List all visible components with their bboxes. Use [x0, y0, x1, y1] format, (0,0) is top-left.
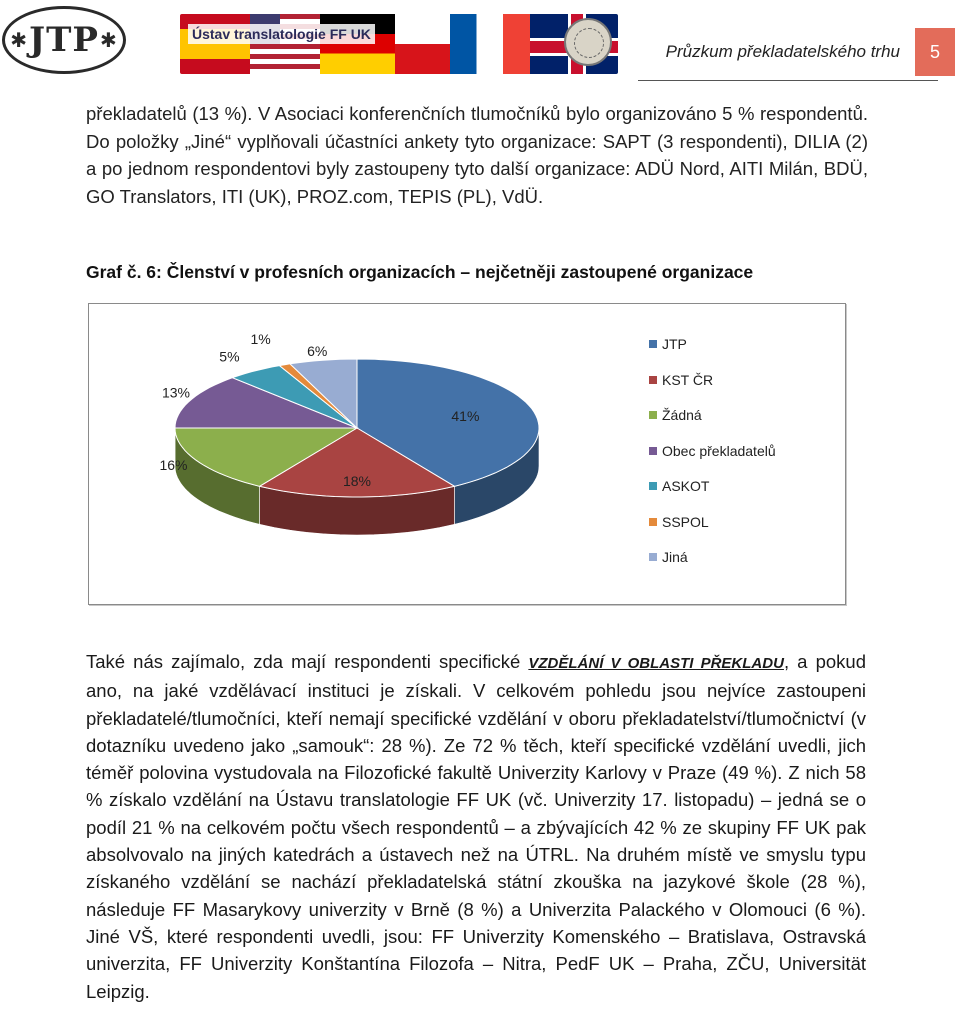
banner-title: Ústav translatologie FF UK [188, 24, 375, 44]
flag-spain [180, 14, 250, 74]
paragraph-organizations: překladatelů (13 %). V Asociaci konferenčních tlumočníků bylo organizováno 5 % respondentů. Do položky „Jiné“ vyplňovali účastníci ankety tyto organizace: SAPT (3 respondenti), DILIA (2) a po jednom respondentovi byly zastoupeny tyto další organizace: ADÜ Nord, AITI Milán, BDÜ, GO Translators, ITI (UK), PROZ.com, TEPIS (PL), VdÜ. [86, 103, 868, 207]
flag-czech [395, 14, 450, 74]
flag-france [450, 14, 530, 74]
pie-label-jiná: 6% [307, 342, 328, 359]
legend-swatch [649, 518, 657, 526]
header-rule [638, 80, 938, 81]
chart-legend [649, 336, 776, 585]
legend-item-jiná [649, 549, 776, 585]
pie-label-obec-překladatelů: 13% [161, 384, 191, 401]
legend-swatch [649, 411, 657, 419]
institute-banner [180, 14, 618, 74]
legend-item-askot [649, 478, 776, 514]
running-title: Průzkum překladatelského trhu [665, 42, 900, 61]
legend-item-obec-překladatelů [649, 443, 776, 479]
pie-chart-frame [88, 303, 846, 605]
paragraph-education-emphasis: VZDĚLÁNÍ V OBLASTI PŘEKLADU [528, 655, 784, 672]
legend-swatch [649, 447, 657, 455]
paragraph-education-intro: Také nás zajímalo, zda mají respondenti specifické [86, 651, 529, 672]
paragraph-education [86, 648, 866, 1005]
pie-label-kst-čr: 18% [342, 472, 372, 489]
flag-germany [320, 14, 395, 74]
legend-item-kst-čr [649, 372, 776, 408]
legend-label: SSPOL [662, 513, 709, 530]
page-number: 5 [915, 28, 955, 76]
university-seal [564, 18, 612, 66]
logo-text: JTP [29, 20, 99, 60]
legend-label: Žádná [662, 407, 702, 423]
legend-swatch [649, 340, 657, 348]
legend-swatch [649, 553, 657, 561]
legend-item-žádná [649, 407, 776, 443]
pie-label-askot: 5% [219, 348, 240, 365]
pie-label-jtp: 41% [451, 408, 480, 425]
legend-label: Obec překladatelů [662, 442, 776, 459]
legend-item-jtp [649, 336, 776, 372]
legend-swatch [649, 482, 657, 490]
pie-label-žádná: 16% [159, 457, 188, 474]
legend-label: ASKOT [662, 478, 710, 494]
pie-label-sspol: 1% [250, 330, 271, 347]
legend-label: KST ČR [662, 371, 714, 388]
jtp-logo: ✱ JTP ✱ [2, 6, 126, 74]
legend-label: JTP [662, 336, 687, 352]
legend-swatch [649, 376, 657, 384]
legend-item-sspol [649, 514, 776, 550]
legend-label: Jiná [662, 549, 688, 565]
figure-caption: Graf č. 6: Členství v profesních organizacích – nejčetněji zastoupené organizace [86, 262, 754, 282]
paragraph-education-rest: , a pokud ano, na jaké vzdělávací instituci je získali. V celkovém pohledu jsou nejvíce zastoupeni překladatelé/tlumočníci, kteří nemají specifické vzdělání v oboru překladatelství/tlumočnictví (v dotazníku uvedeno jako „samouk“: 28 %). Ze 72 % těch, kteří specifické vzdělání uvedli, jich téměř polovina vystudovala na Filozofické fakultě Univerzity Karlovy v Praze (49 %). Z nich 58 % získalo vzdělání na Ústavu translatologie FF UK (vč. Univerzity 17. listopadu) – jedná se o podíl 21 % na celkovém počtu všech respondentů – a zbývajících 42 % ze skupiny FF UK pak absolvovalo na jiných katedrách a ústavech než na ÚTRL. Na druhém místě ve smyslu typu získaného vzdělání se nachází překladatelská státní zkouška na jazykové škole (28 %), následuje FF Masarykovy univerzity v Brně (8 %) a Univerzita Palackého v Olomouci (6 %). Jiné VŠ, které respondenti uvedli, jsou: FF Univerzity Komenského – Bratislava, Ostravská univerzita, FF Univerzity Konštantína Filozofa – Nitra, PedF UK – Praha, ZČU, Universität Leipzig. [86, 651, 866, 1002]
page-header [0, 0, 960, 82]
